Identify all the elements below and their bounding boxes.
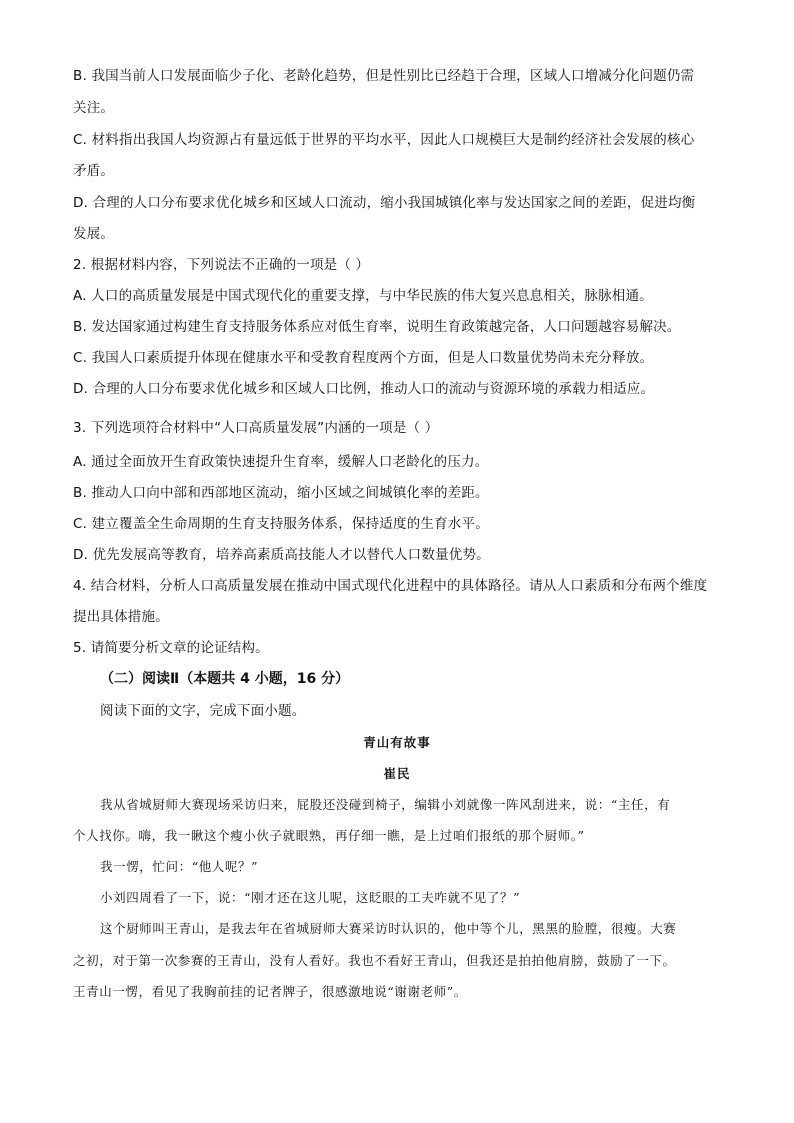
q2-option-b: B. 发达国家通过构建生育支持服务体系应对低生育率，说明生育政策越完备，人口问题越容易解决。 — [73, 319, 681, 335]
q3-stem: 3. 下列选项符合材料中“人口高质量发展”内涵的一项是（ ） — [73, 420, 439, 436]
q1-option-d-line1: D. 合理的人口分布要求优化城乡和区域人口流动，缩小我国城镇化率与发达国家之间的差距，促进均衡 — [73, 195, 696, 211]
q3-option-a: A. 通过全面放开生育政策快速提升生育率，缓解人口老龄化的压力。 — [73, 454, 489, 470]
q1-option-c-line2: 矛盾。 — [73, 163, 115, 179]
q3-option-c: C. 建立覆盖全生命周期的生育支持服务体系，保持适度的生育水平。 — [73, 516, 489, 532]
story-paragraph-line: 小刘四周看了一下，说：“刚才还在这儿呢，这眨眼的工夫咋就不见了？” — [100, 890, 521, 905]
q2-option-c: C. 我国人口素质提升体现在健康水平和受教育程度两个方面，但是人口数量优势尚未充分释放。 — [73, 350, 654, 366]
section-instruction: 阅读下面的文字，完成下面小题。 — [100, 703, 306, 719]
q1-option-c-line1: C. 材料指出我国人均资源占有量远低于世界的平均水平，因此人口规模巨大是制约经济社会发展的核心 — [73, 132, 695, 148]
story-paragraph-line: 我从省城厨师大赛现场采访归来，屁股还没碰到椅子，编辑小刘就像一阵风刮进来，说：“主任，有 — [100, 797, 671, 812]
story-paragraph-line: 这个厨师叫王青山，是我去年在省城厨师大赛采访时认识的，他中等个儿，黑黑的脸膛，很瘦。大赛 — [100, 921, 677, 936]
q2-stem: 2. 根据材料内容，下列说法不正确的一项是（ ） — [73, 257, 370, 273]
q2-option-a: A. 人口的高质量发展是中国式现代化的重要支撑，与中华民族的伟大复兴息息相关，脉脉相通。 — [73, 288, 653, 304]
q1-option-b-line2: 关注。 — [73, 100, 115, 116]
story-title: 青山有故事 — [363, 735, 431, 750]
story-paragraph-line: 个人找你。嗨，我一瞅这个瘦小伙子就眼熟，再仔细一瞧，是上过咱们报纸的那个厨师。” — [73, 828, 585, 843]
story-author: 崔民 — [383, 766, 411, 781]
q4-line2: 提出具体措施。 — [73, 609, 169, 625]
section-heading: （二）阅读Ⅱ（本题共 4 小题，16 分） — [100, 671, 350, 687]
q1-option-d-line2: 发展。 — [73, 226, 115, 242]
story-paragraph-line: 之初，对于第一次参赛的王青山，没有人看好。我也不看好王青山，但我还是拍拍他肩膀，鼓励了一下。 — [73, 953, 676, 968]
q4-line1: 4. 结合材料，分析人口高质量发展在推动中国式现代化进程中的具体路径。请从人口素质和分布两个维度 — [73, 578, 708, 594]
story-paragraph-line: 我一愣，忙问：“他人呢？” — [100, 859, 259, 874]
q3-option-b: B. 推动人口向中部和西部地区流动，缩小区域之间城镇化率的差距。 — [73, 485, 489, 501]
story-paragraph-line: 王青山一愣，看见了我胸前挂的记者牌子，很感激地说“谢谢老师”。 — [73, 984, 467, 999]
q2-option-d: D. 合理的人口分布要求优化城乡和区域人口比例，推动人口的流动与资源环境的承载力相适应。 — [73, 381, 655, 397]
q5-stem: 5. 请简要分析文章的论证结构。 — [73, 640, 269, 656]
q3-option-d: D. 优先发展高等教育，培养高素质高技能人才以替代人口数量优势。 — [73, 547, 490, 563]
q1-option-b-line1: B. 我国当前人口发展面临少子化、老龄化趋势，但是性别比已经趋于合理，区域人口增减分化问题仍需 — [73, 68, 695, 84]
